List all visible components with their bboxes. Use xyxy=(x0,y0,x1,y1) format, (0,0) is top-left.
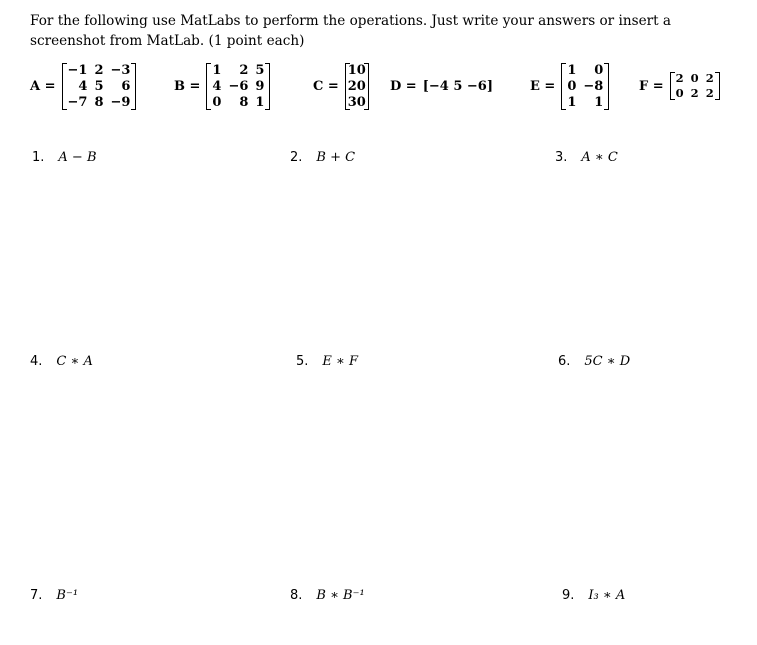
question-expression: B + C xyxy=(316,150,356,165)
matrix-d-values: [−4 5 −6] xyxy=(422,78,493,94)
matrix-f-cell: 2 xyxy=(705,71,714,85)
matrix-b-cell: 0 xyxy=(212,94,222,110)
question-9 xyxy=(562,588,625,603)
matrix-a-label: A = xyxy=(30,78,56,94)
question-expression: C ∗ A xyxy=(56,354,93,369)
question-3 xyxy=(555,150,618,165)
matrix-b-cell: 1 xyxy=(255,94,265,110)
question-number: 6. xyxy=(558,354,571,369)
question-4 xyxy=(30,354,93,369)
matrix-c-values xyxy=(345,62,369,111)
matrix-b-cell: 1 xyxy=(212,62,222,78)
matrix-f-cell: 2 xyxy=(675,71,684,85)
matrix-e xyxy=(530,58,609,114)
question-expression: I₃ ∗ A xyxy=(588,588,626,603)
matrix-c-label: C = xyxy=(313,78,339,94)
matrix-f-cell: 2 xyxy=(690,86,699,100)
matrix-a-cell: −1 xyxy=(67,62,88,78)
matrix-e-cell: −8 xyxy=(583,78,604,94)
matrix-e-label: E = xyxy=(530,78,556,94)
instructions-text: For the following use MatLabs to perform the operations. Just write your answers or insert a screenshot from MatLab. (1 point each) xyxy=(30,13,672,49)
matrix-c-cell: 20 xyxy=(347,78,366,94)
question-8 xyxy=(290,588,365,603)
question-expression: B ∗ B⁻¹ xyxy=(316,588,365,603)
matrix-d xyxy=(390,58,493,114)
matrix-b xyxy=(174,58,270,114)
matrix-e-cell: 0 xyxy=(594,62,604,78)
matrix-b-cell: 9 xyxy=(255,78,265,94)
question-1 xyxy=(32,150,97,165)
question-expression: E ∗ F xyxy=(322,354,359,369)
matrix-f-cell: 2 xyxy=(705,86,714,100)
question-7 xyxy=(30,588,78,603)
matrix-e-cell: 1 xyxy=(567,62,577,78)
matrix-a-cell: 4 xyxy=(78,78,88,94)
matrix-c-cell: 30 xyxy=(347,94,366,110)
question-expression: B⁻¹ xyxy=(56,588,79,603)
question-number: 3. xyxy=(555,150,568,165)
question-number: 8. xyxy=(290,588,303,603)
matrix-d-label: D = xyxy=(390,78,417,94)
question-number: 2. xyxy=(290,150,303,165)
matrix-b-label: B = xyxy=(174,78,201,94)
matrix-f-label: F = xyxy=(639,78,664,94)
matrix-e-values xyxy=(561,62,609,111)
matrix-e-cell: 1 xyxy=(567,94,577,110)
question-5 xyxy=(296,354,358,369)
question-expression: 5C ∗ D xyxy=(584,354,631,369)
matrix-definitions xyxy=(0,58,757,114)
question-number: 5. xyxy=(296,354,309,369)
question-expression: A ∗ C xyxy=(581,150,618,165)
matrix-b-cell: 2 xyxy=(239,62,249,78)
matrix-f-cell: 0 xyxy=(690,71,699,85)
matrix-a-cell: 6 xyxy=(121,78,131,94)
matrix-b-cell: 4 xyxy=(212,78,222,94)
matrix-a-cell: 5 xyxy=(94,78,104,94)
question-number: 4. xyxy=(30,354,43,369)
matrix-f-cell: 0 xyxy=(675,86,684,100)
question-expression: A − B xyxy=(58,150,97,165)
question-number: 7. xyxy=(30,588,43,603)
matrix-a-values xyxy=(62,62,137,111)
matrix-a-cell: −3 xyxy=(110,62,131,78)
matrix-b-values xyxy=(206,62,270,111)
matrix-b-cell: 5 xyxy=(255,62,265,78)
matrix-f xyxy=(639,58,720,114)
matrix-a-cell: 2 xyxy=(94,62,104,78)
matrix-e-cell: 0 xyxy=(567,78,577,94)
matrix-b-cell: −6 xyxy=(228,78,249,94)
question-2 xyxy=(290,150,355,165)
question-number: 1. xyxy=(32,150,45,165)
matrix-f-values xyxy=(670,71,720,101)
question-6 xyxy=(558,354,630,369)
matrix-e-cell: 1 xyxy=(594,94,604,110)
matrix-b-cell: 8 xyxy=(239,94,249,110)
matrix-c xyxy=(313,58,369,114)
matrix-a-cell: −9 xyxy=(110,94,131,110)
matrix-c-cell: 10 xyxy=(347,62,366,78)
question-number: 9. xyxy=(562,588,575,603)
matrix-a-cell: −7 xyxy=(67,94,88,110)
matrix-a xyxy=(30,58,136,114)
matrix-a-cell: 8 xyxy=(94,94,104,110)
